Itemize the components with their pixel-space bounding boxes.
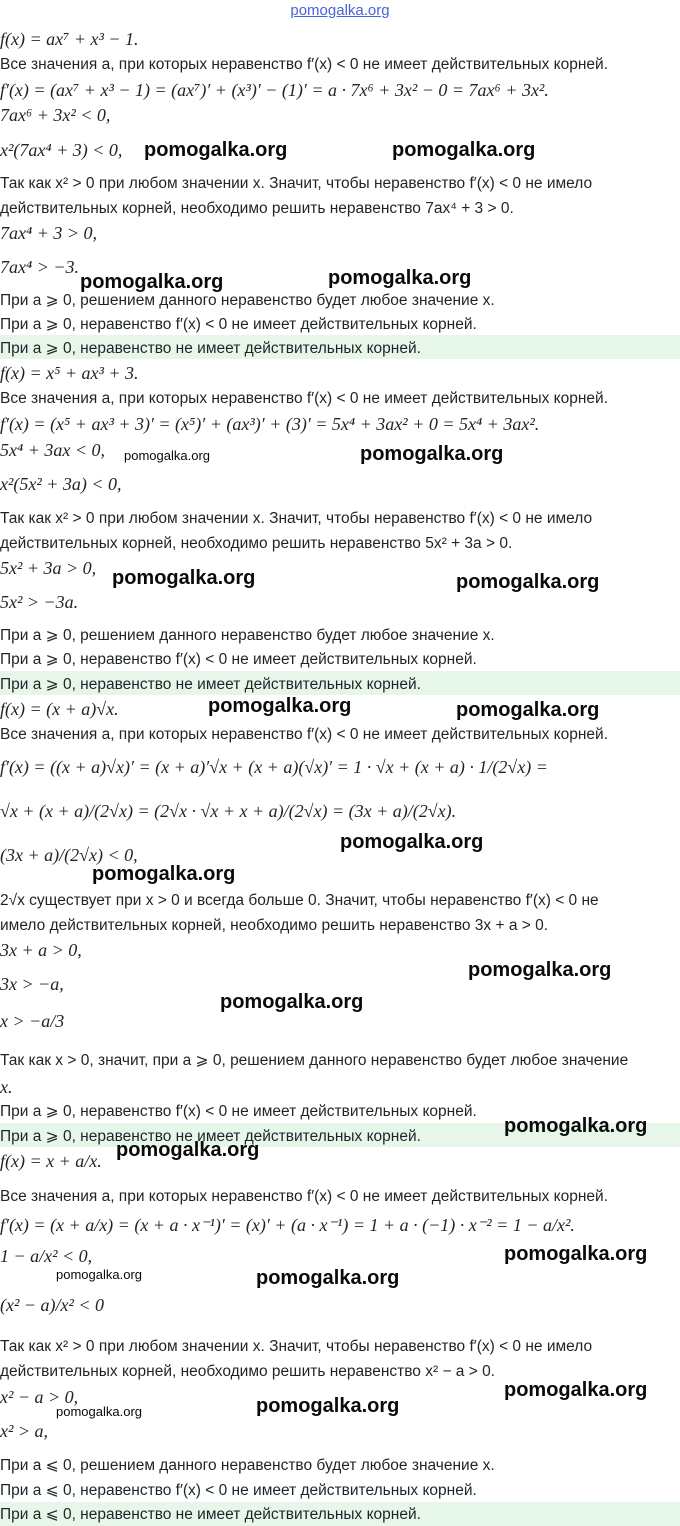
watermark: pomogalka.org (256, 1395, 400, 1417)
solution-line: f(x) = (x + a)√x. (0, 699, 119, 719)
solution-line: 7ax⁴ + 3 > 0, (0, 223, 98, 243)
solution-line: При a ⩾ 0, решением данного неравенство будет любое значение x. (0, 627, 495, 644)
solution-line: f′(x) = ((x + a)√x)′ = (x + a)′√x + (x + a)(√x)′ = 1 · √x + (x + a) · 1/(2√x) = (0, 757, 548, 777)
solution-line: √x + (x + a)/(2√x) = (2√x · √x + x + a)/(2√x) = (3x + a)/(2√x). (0, 801, 457, 821)
watermark: pomogalka.org (220, 991, 364, 1013)
solution-line: x²(5x² + 3a) < 0, (0, 474, 122, 494)
solution-line: f′(x) = (x + a/x) = (x + a · x⁻¹)′ = (x)′ + (a · x⁻¹) = 1 + a · (−1) · x⁻² = 1 − a/x². (0, 1215, 575, 1235)
watermark: pomogalka.org (124, 448, 210, 463)
watermark: pomogalka.org (208, 695, 352, 717)
site-link[interactable]: pomogalka.org (290, 2, 390, 19)
watermark: pomogalka.org (456, 571, 600, 593)
solution-line: (x² − a)/x² < 0 (0, 1295, 105, 1315)
solution-line: При a ⩾ 0, неравенство f′(x) < 0 не имеет действительных корней. (0, 1103, 477, 1120)
solution-line: имело действительных корней, необходимо решить неравенство 3x + a > 0. (0, 917, 549, 934)
watermark: pomogalka.org (56, 1404, 142, 1419)
solution-line: f(x) = x + a/x. (0, 1151, 102, 1171)
watermark: pomogalka.org (468, 959, 612, 981)
watermark: pomogalka.org (144, 139, 288, 161)
solution-line: Все значения a, при которых неравенство f′(x) < 0 не имеет действительных корней. (0, 1188, 609, 1205)
solution-line: Все значения a, при которых неравенство f′(x) < 0 не имеет действительных корней. (0, 56, 609, 73)
watermark: pomogalka.org (456, 699, 600, 721)
solution-line: При a ⩾ 0, решением данного неравенство будет любое значение x. (0, 292, 495, 309)
solution-line: При a ⩾ 0, неравенство не имеет действительных корней. (0, 340, 421, 357)
solution-line: 3x + a > 0, (0, 940, 82, 960)
watermark: pomogalka.org (328, 267, 472, 289)
solution-line: f(x) = x⁵ + ax³ + 3. (0, 363, 139, 383)
solution-line: x² > a, (0, 1421, 49, 1441)
watermark: pomogalka.org (340, 831, 484, 853)
solution-line: действительных корней, необходимо решить неравенство 5x² + 3a > 0. (0, 535, 513, 552)
solution-line: 1 − a/x² < 0, (0, 1246, 93, 1266)
watermark: pomogalka.org (360, 443, 504, 465)
solution-line: f(x) = ax⁷ + x³ − 1. (0, 29, 139, 49)
solution-line: 7ax⁶ + 3x² < 0, (0, 105, 111, 125)
solution-line: 5x² > −3a. (0, 592, 79, 612)
solution-line: Так как x² > 0 при любом значении x. Значит, чтобы неравенство f′(x) < 0 не имело (0, 175, 593, 192)
solution-line: При a ⩽ 0, неравенство не имеет действительных корней. (0, 1506, 421, 1523)
solution-line: f′(x) = (ax⁷ + x³ − 1) = (ax⁷)′ + (x³)′ − (1)′ = a · 7x⁶ + 3x² − 0 = 7ax⁶ + 3x². (0, 80, 549, 100)
solution-line: 3x > −a, (0, 974, 64, 994)
watermark: pomogalka.org (504, 1379, 648, 1401)
solution-line: Все значения a, при которых неравенство f′(x) < 0 не имеет действительных корней. (0, 726, 609, 743)
watermark: pomogalka.org (504, 1243, 648, 1265)
watermark: pomogalka.org (504, 1115, 648, 1137)
solution-line: 2√x существует при x > 0 и всегда больше 0. Значит, чтобы неравенство f′(x) < 0 не (0, 892, 599, 909)
solution-line: f′(x) = (x⁵ + ax³ + 3)′ = (x⁵)′ + (ax³)′ + (3)′ = 5x⁴ + 3ax² + 0 = 5x⁴ + 3ax². (0, 414, 540, 434)
solution-line: действительных корней, необходимо решить неравенство x² − a > 0. (0, 1363, 496, 1380)
solution-line: x² − a > 0, (0, 1387, 79, 1407)
solution-line: 5x² + 3a > 0, (0, 558, 97, 578)
solution-line: 5x⁴ + 3ax < 0, (0, 440, 106, 460)
solution-line: x. (0, 1077, 13, 1097)
solution-line: 7ax⁴ > −3. (0, 257, 80, 277)
solution-line: При a ⩽ 0, решением данного неравенство будет любое значение x. (0, 1457, 495, 1474)
watermark: pomogalka.org (56, 1267, 142, 1282)
watermark: pomogalka.org (112, 567, 256, 589)
solution-line: Все значения a, при которых неравенство f′(x) < 0 не имеет действительных корней. (0, 390, 609, 407)
watermark: pomogalka.org (116, 1139, 260, 1161)
solution-line: При a ⩾ 0, неравенство не имеет действительных корней. (0, 676, 421, 693)
solution-line: x²(7ax⁴ + 3) < 0, (0, 140, 123, 160)
watermark: pomogalka.org (80, 271, 224, 293)
solution-line: x > −a/3 (0, 1011, 65, 1031)
solution-line: При a ⩾ 0, неравенство не имеет действительных корней. (0, 1128, 421, 1145)
solution-line: При a ⩽ 0, неравенство f′(x) < 0 не имеет действительных корней. (0, 1482, 477, 1499)
watermark: pomogalka.org (392, 139, 536, 161)
solution-line: При a ⩾ 0, неравенство f′(x) < 0 не имеет действительных корней. (0, 316, 477, 333)
solution-line: При a ⩾ 0, неравенство f′(x) < 0 не имеет действительных корней. (0, 651, 477, 668)
solution-line: Так как x² > 0 при любом значении x. Значит, чтобы неравенство f′(x) < 0 не имело (0, 1338, 593, 1355)
solution-line: (3x + a)/(2√x) < 0, (0, 845, 138, 865)
watermark: pomogalka.org (256, 1267, 400, 1289)
watermark: pomogalka.org (92, 863, 236, 885)
solution-line: Так как x > 0, значит, при a ⩾ 0, решением данного неравенство будет любое значение (0, 1052, 629, 1069)
solution-line: Так как x² > 0 при любом значении x. Значит, чтобы неравенство f′(x) < 0 не имело (0, 510, 593, 527)
solution-line: действительных корней, необходимо решить неравенство 7ax⁴ + 3 > 0. (0, 200, 514, 217)
